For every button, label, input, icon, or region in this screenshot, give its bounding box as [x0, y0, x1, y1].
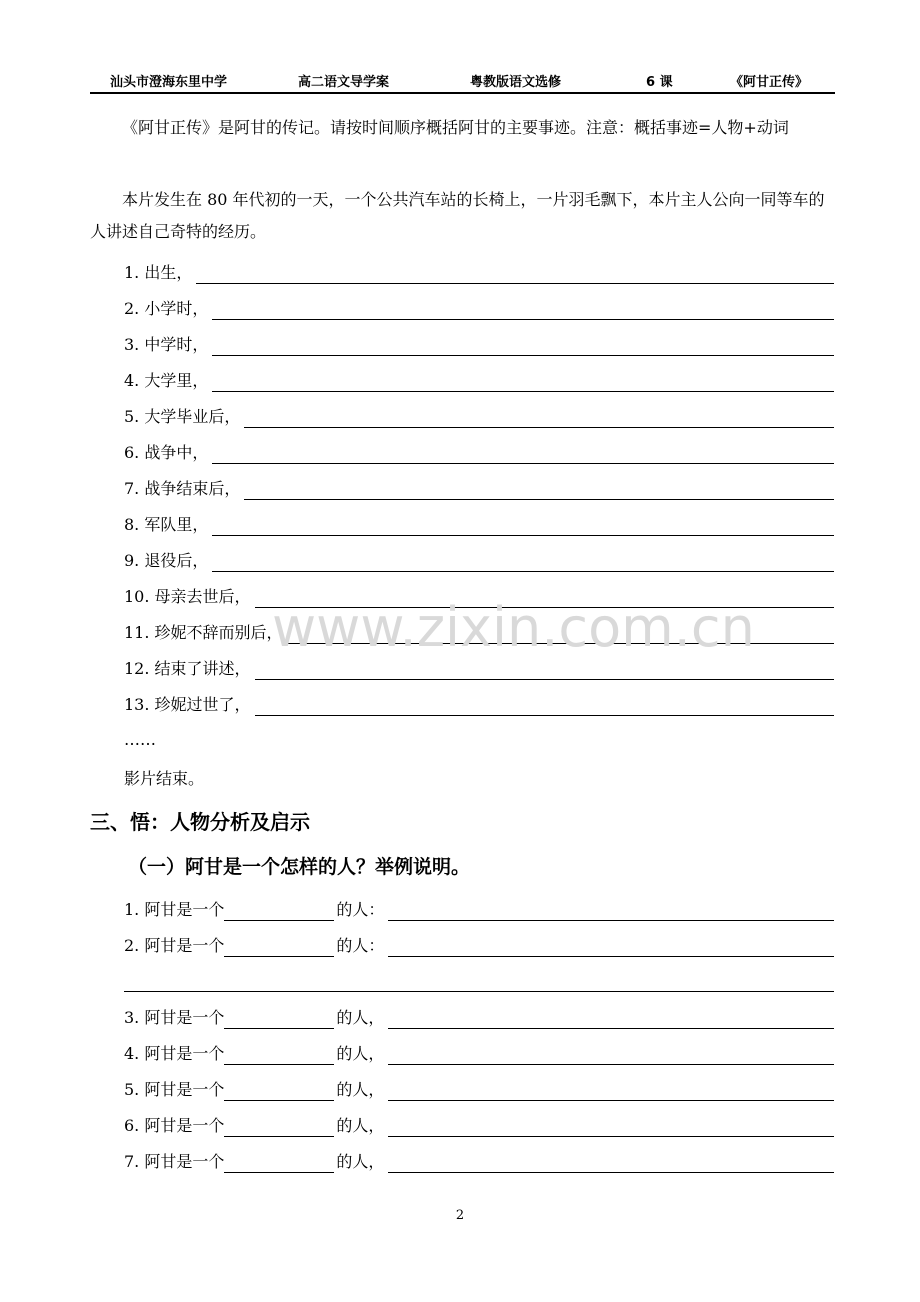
- trait-blank[interactable]: [224, 1082, 334, 1101]
- event-label: 7. 战争结束后，: [124, 479, 241, 498]
- extra-answer-line[interactable]: [124, 990, 834, 992]
- analysis-prefix: 5. 阿甘是一个: [124, 1080, 225, 1099]
- watermark: www.zixin.com.cn: [272, 596, 755, 659]
- header-lesson: 6 课: [646, 75, 673, 90]
- example-line[interactable]: [388, 1154, 834, 1173]
- event-row: [124, 332, 834, 356]
- analysis-row: [124, 1005, 834, 1029]
- analysis-prefix: 2. 阿甘是一个: [124, 936, 225, 955]
- analysis-row: [124, 1113, 834, 1137]
- answer-line[interactable]: [212, 337, 834, 356]
- answer-line[interactable]: [196, 265, 834, 284]
- page-header: [90, 68, 835, 94]
- analysis-suffix: 的人：: [336, 900, 385, 919]
- example-line[interactable]: [388, 938, 834, 957]
- event-label: 3. 中学时，: [124, 335, 209, 354]
- event-row: [124, 548, 834, 572]
- example-line[interactable]: [388, 1046, 834, 1065]
- event-row: [124, 656, 834, 680]
- analysis-row: [124, 1077, 834, 1101]
- answer-line[interactable]: [244, 409, 834, 428]
- event-row: [124, 260, 834, 284]
- answer-line[interactable]: [255, 661, 834, 680]
- answer-line[interactable]: [255, 697, 834, 716]
- event-row: [124, 368, 834, 392]
- event-label: 9. 退役后，: [124, 551, 209, 570]
- event-row: [124, 476, 834, 500]
- analysis-prefix: 6. 阿甘是一个: [124, 1116, 225, 1135]
- trait-blank[interactable]: [224, 1154, 334, 1173]
- analysis-prefix: 3. 阿甘是一个: [124, 1008, 225, 1027]
- event-label: 5. 大学毕业后，: [124, 407, 241, 426]
- event-label: 8. 军队里，: [124, 515, 209, 534]
- analysis-row: [124, 1149, 834, 1173]
- event-label: 2. 小学时，: [124, 299, 209, 318]
- event-label: 6. 战争中，: [124, 443, 209, 462]
- trait-blank[interactable]: [224, 1046, 334, 1065]
- answer-line[interactable]: [212, 445, 834, 464]
- ending-text: 影片结束。: [124, 769, 205, 788]
- event-label: 1. 出生，: [124, 263, 193, 282]
- header-school: 汕头市澄海东里中学: [110, 75, 228, 90]
- example-line[interactable]: [388, 1010, 834, 1029]
- analysis-suffix: 的人，: [336, 1080, 385, 1099]
- trait-blank[interactable]: [224, 938, 334, 957]
- trait-blank[interactable]: [224, 1010, 334, 1029]
- answer-line[interactable]: [255, 589, 834, 608]
- trait-blank[interactable]: [224, 1118, 334, 1137]
- answer-line[interactable]: [287, 625, 834, 644]
- analysis-row: [124, 897, 834, 921]
- event-row: [124, 692, 834, 716]
- event-label: 13. 珍妮过世了，: [124, 695, 251, 714]
- analysis-suffix: 的人，: [336, 1044, 385, 1063]
- answer-line[interactable]: [212, 373, 834, 392]
- example-line[interactable]: [388, 902, 834, 921]
- event-row: [124, 512, 834, 536]
- analysis-suffix: 的人，: [336, 1008, 385, 1027]
- subsection-heading: （一）阿甘是一个怎样的人？举例说明。: [128, 856, 471, 878]
- answer-line[interactable]: [212, 301, 834, 320]
- event-label: 10. 母亲去世后，: [124, 587, 251, 606]
- header-subject: 高二语文导学案: [298, 75, 390, 90]
- event-row: [124, 440, 834, 464]
- answer-line[interactable]: [212, 517, 834, 536]
- analysis-suffix: 的人：: [336, 936, 385, 955]
- analysis-row: [124, 933, 834, 957]
- header-edition: 粤教版语文选修: [470, 75, 562, 90]
- example-line[interactable]: [388, 1118, 834, 1137]
- analysis-prefix: 4. 阿甘是一个: [124, 1044, 225, 1063]
- answer-line[interactable]: [244, 481, 834, 500]
- analysis-suffix: 的人，: [336, 1116, 385, 1135]
- analysis-row: [124, 1041, 834, 1065]
- answer-line[interactable]: [212, 553, 834, 572]
- ellipsis-text: ……: [124, 730, 156, 749]
- header-title: 《阿甘正传》: [730, 75, 809, 90]
- analysis-prefix: 1. 阿甘是一个: [124, 900, 225, 919]
- setting-paragraph: 本片发生在 80 年代初的一天，一个公共汽车站的长椅上，一片羽毛飘下，本片主人公向一同等车的人讲述自己奇特的经历。: [90, 190, 825, 241]
- trait-blank[interactable]: [224, 902, 334, 921]
- event-row: [124, 584, 834, 608]
- event-row: [124, 620, 834, 644]
- instruction-paragraph: 《阿甘正传》是阿甘的传记。请按时间顺序概括阿甘的主要事迹。注意：概括事迹=人物+动词: [122, 118, 789, 137]
- event-row: [124, 404, 834, 428]
- analysis-suffix: 的人，: [336, 1152, 385, 1171]
- example-line[interactable]: [388, 1082, 834, 1101]
- event-label: 11. 珍妮不辞而别后，: [124, 623, 283, 642]
- event-label: 4. 大学里，: [124, 371, 209, 390]
- event-row: [124, 296, 834, 320]
- page-number: 2: [455, 1208, 465, 1223]
- section-heading: 三、悟：人物分析及启示: [90, 810, 310, 834]
- event-label: 12. 结束了讲述，: [124, 659, 251, 678]
- analysis-prefix: 7. 阿甘是一个: [124, 1152, 225, 1171]
